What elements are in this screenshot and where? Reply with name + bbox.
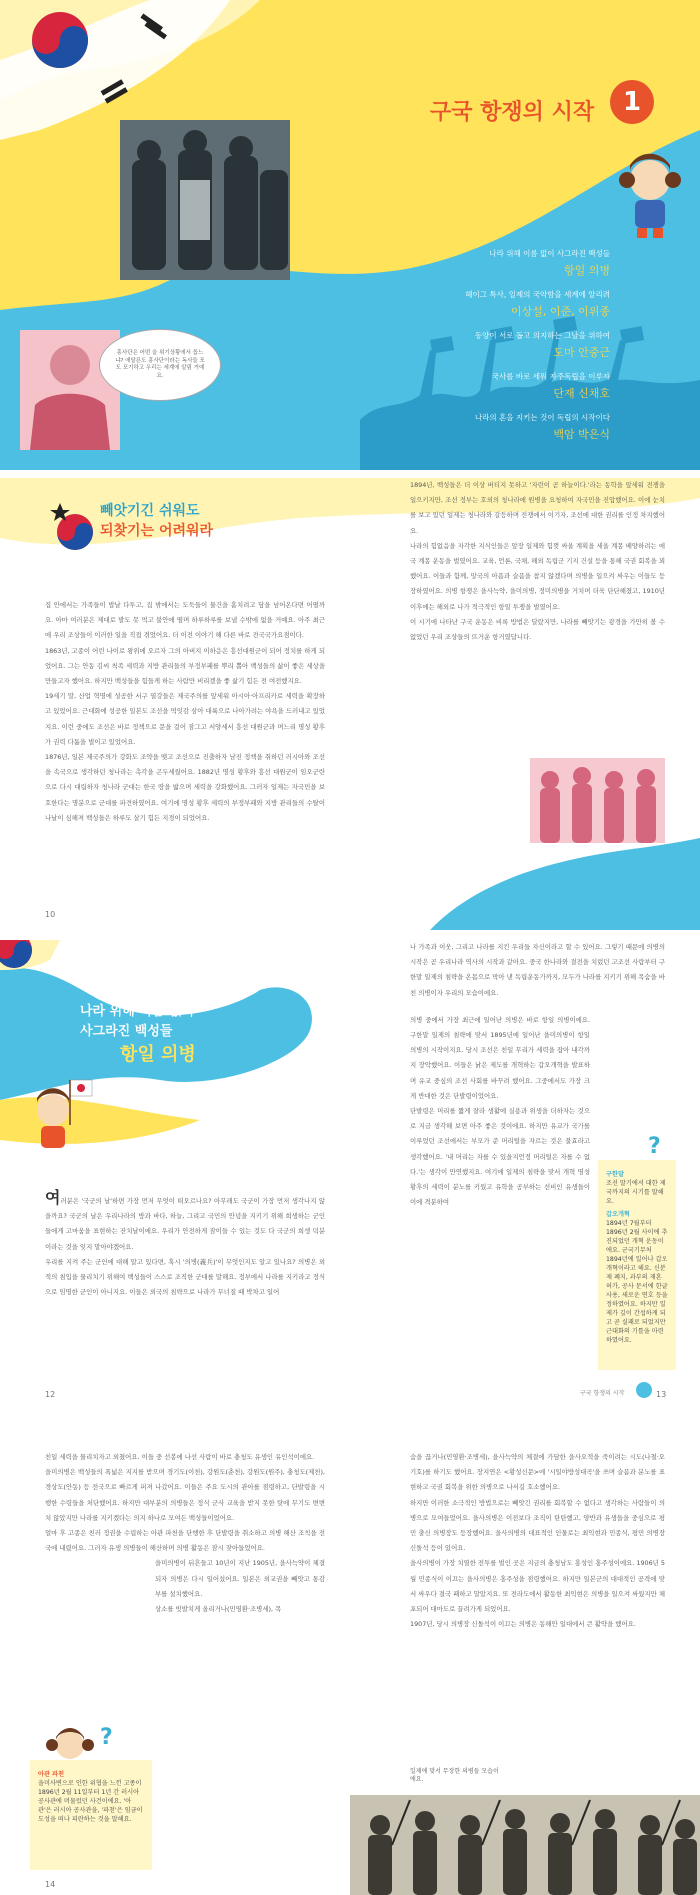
paragraph: 단발령은 머리를 짧게 잘라 생활에 실용과 위생을 더하자는 것으로 지금 생각해 보면 아주 좋은 것이에요. 하지만 유교가 국가를 이루었던 조선에서는 부모가 준 머리털을 자르는 것은 불효라고 생각했어요. '내 머리는 자를 수 있을지언정 머리털은 자를 수 없다.'는 생각이 만연했지요. 여기에 일제의 침략을 맞서 개혁 명성 황후의 세력이 분노를 키웠고 유학을 공부하는 선비인 유생들이 이에 격분하여 (410, 1107, 590, 1207)
chapter-title: 구국 항쟁의 시작 (430, 100, 595, 125)
uibyeong-heading-line2: 사그라진 백성들 (80, 1024, 173, 1039)
taegeuk-corner-icon (0, 940, 50, 970)
note-body-1: 조선 말기에서 대한 제국까지의 시기를 말해요. (606, 1180, 666, 1205)
page-number-right: 13 (656, 1390, 667, 1399)
eulmi-right-column (410, 1450, 665, 1632)
paragraph: 을사의병이 가장 치열한 전투를 벌인 곳은 지금의 충청남도 홍성인 홍주성이에요. 1906년 5월 민종식이 이끄는 을사의병은 홍주성을 점령했어요. 하지만 일본군의 대대적인 공격에 맞서 싸우다 결국 패하고 말았지요. 또 전라도에서 활동한 최익현은 의병을 일으켜 싸웠지만 체포되어 대마도로 끌려가게 되었어요. (410, 1559, 665, 1614)
footer-label: 구국 항쟁의 시작 (580, 1390, 625, 1397)
paragraph: 하지만 이러한 소극적인 방법으로는 빼앗긴 권리를 회복할 수 없다고 생각하는 사람들이 의병으로 모여들었어요. 을사의병은 이전보다 조직이 탄탄했고, 양반과 유생들을 중심으로 평민 출신 의병장도 등장했어요. 을사의병의 대표적인 인물로는 최익현과 민종식, 평민 의병장 신돌석 등이 있어요. (410, 1498, 665, 1553)
paragraph: 친일 세력을 물리치자고 외쳤어요. 이들 중 선봉에 나선 사람이 바로 충청도 유생인 유인석이에요. (45, 1453, 315, 1461)
paragraph: 우리를 지켜 주는 군인에 대해 알고 있다면, 혹시 '의병(義兵)'이 무엇인지도 알고 있나요? 의병은 외적의 침입을 물리치기 위해여 백성들이 스스로 조직한 군대를 말해요. 정부에서 나라를 지키라고 정식으로 임명한 군인이 아니지요. 이들은 외국의 침략으로 나라가 무너질 때 박차고 일어 (45, 1257, 325, 1297)
opener-portrait-photo (20, 330, 120, 450)
cartoon-girl-illustration (615, 150, 685, 240)
toc-title-2[interactable]: 이상설, 이준, 이위종 (511, 305, 610, 318)
paragraph: 나라의 힘없음을 자각한 지식인들은 앞장 일제와 힘껏 싸울 계획을 세울 계몽 배양하려는 애국 계몽 운동을 벌였어요. 교육, 언론, 국채, 해외 독립군 기지 건설 등을 통해 국권 회복을 꾀했어요. 이들과 함께, 망국의 아픔과 슬픔을 참지 않겠다며 의병을 일으켜 싸우는 이들도 등장하였어요. 의병 항쟁은 을사늑약, 을미의병, 정미의병을 거치며 더욱 단단해졌고, 1910년 이후에는 해외로 나가 적극적인 항일 투쟁을 벌였어요. (410, 541, 665, 611)
uibyeong-spread (0, 940, 700, 1410)
note-title-2: 갑오개혁 (606, 1211, 630, 1218)
running-footer (580, 1388, 624, 1397)
intro-right-column (410, 478, 665, 645)
cartoon-girl-icon (40, 1725, 100, 1765)
note-title: 아관 파천 (38, 1771, 65, 1778)
paragraph: 1863년, 고종이 어린 나이로 왕위에 오르자 그의 아버지 이하응은 흥선대원군이 되어 정치를 하게 되었어요. 그는 안동 김씨 척족 세력과 지방 관리들의 부정부패를 뿌리 뽑아 백성들의 삶이 좋은 세상을 만들고자 했어요. 하지만 백성들을 힘들게 하는 사람만 비리겠을 좋 삶기 힘든 전 여전했지요. (45, 646, 325, 686)
intro-pink-photo (530, 758, 665, 843)
question-mark-icon: ? (648, 1134, 661, 1159)
gwanpa-note-box (30, 1760, 152, 1870)
toc-line-4: 국사를 바로 세워 자주독립을 이루자 (491, 372, 610, 381)
question-mark-icon: ? (100, 1725, 113, 1750)
photo-caption: 일제에 맞서 무장한 의병들 모습이에요. (410, 1768, 499, 1783)
intro-heading-line2: 되찾기는 어려워라 (100, 523, 214, 539)
paragraph: 나 가족과 이웃, 그리고 나라를 지킨 우리들 자신이라고 할 수 있어요. 그렇기 때문에 의병의 시작은 곧 우리나라 역사의 시작과 같아요. 중국 한나라와 결전을 치렀던 고조선 사람부터 구한말 일제의 침략을 온몸으로 막아 낸 독립운동가까지, 모두가 나라를 지키기 위해 목숨을 바친 의병이자 우리의 모습이에요. (410, 943, 665, 997)
paragraph: 집 안에서는 가족들이 밥날 다투고, 집 밖에서는 도둑들이 물건을 훔치려고 담을 넘어온다면 어떨까요. 아마 여러분은 제대로 발도 못 먹고 불안에 떨며 하루하루를 보낼 수밖에 없을 거예요. 아주 최근에 우리 조상들이 이러한 일을 직접 겪었어요. 더 이전 이야기 해 다른 바로 전국국가요점이다. (45, 601, 325, 640)
intro-spread (0, 478, 700, 930)
chapter-opener-spread (0, 0, 700, 470)
paragraph: 이 시기에 나타난 구국 운동은 비록 방법은 달랐지만, 나라를 빼앗기는 광경을 가만히 볼 수 없었던 우리 조상들의 뜨거운 항거였답니다. (410, 617, 665, 642)
paragraph: 얼마 후 고종은 친러 정권을 수립하는 아관 파천을 단행한 후 단발령을 취소하고 의병 해산 조칙을 전국에 내렸어요. 그러자 유생 의병들이 해산하며 의병 활동은 잠시 잦아들었어요. (45, 1529, 325, 1553)
toc-title-4[interactable]: 단재 신채호 (553, 387, 610, 400)
drop-cap: 여 (45, 1188, 61, 1207)
child-with-flag-illustration (25, 1070, 95, 1150)
footer-badge-icon (636, 1382, 652, 1398)
toc-title-3[interactable]: 도마 안중근 (553, 346, 610, 359)
page-number-left: 10 (45, 910, 56, 919)
note-body: 을미사변으로 인한 위협을 느낀 고종이 1896년 2월 11일부터 1년 간 러시아 공사관에 머물렀던 사건이에요. '아관'은 러시아 공사관을, '파천'은 임금이 도성을 떠나 피란하는 것을 말해요. (38, 1780, 143, 1823)
taegeuk-badge-icon (45, 498, 105, 558)
uibyeong-heading-line1: 나라 위해 이름 없이 (80, 1004, 195, 1019)
paragraph: 19세기 말, 산업 혁명에 성공한 서구 열강들은 제국주의를 앞세워 아시아·아프리카로 세력을 확장하고 있었어요. 근대화에 성공한 일본도 조선을 먹잇감 삼아 대륙으로 나아가려는 야욕을 드러내고 있었지요. 이런 중에도 조선은 바로 정책으로 문을 걸어 잠그고 서양세서 흥선 대원군과 며느리 명성 황후가 권력 다툼을 벌이고 있었어요. (45, 692, 325, 746)
paragraph: 의병 중에서 가장 최근에 일어난 의병은 바로 항일 의병이에요. 구한말 일제의 침략에 맞서 1895년에 일어난 을미의병이 항일 의병의 시작이지요. 당시 조선은 친일 무리가 세력을 잡아 내각까지 장악했어요. 이들은 낡은 제도를 개혁하는 갑오개혁을 발표하며 유교 중심의 조선 사회를 바꾸려 했어요. 그중에서도 가장 크게 반대한 것은 단발령이었어요. (410, 1015, 590, 1100)
chapter-number-badge (610, 80, 654, 124)
glossary-note-box (598, 1134, 676, 1370)
toc-title-1[interactable]: 항일 의병 (563, 264, 610, 277)
toc-title-5[interactable]: 백암 박은식 (553, 428, 610, 441)
speech-bubble-text: 흥사단은 어떤 을 위기상황에서 돕느냐? 애달픈도 흥사단이라는 독사들 포도 포기하고 우리는 세계에 알림 거예요. (115, 350, 205, 379)
paragraph: 1876년, 일본 제국주의가 강화도 조약을 맺고 조선으로 진출하자 남진 정책을 취하던 러시아와 조선을 속국으로 생각하던 청나라는 촉각을 곤두세웠어요. 1882년 명성 황후와 흥선 대원군이 임오군란으로 다시 대립하자 청나라 군대는 한국 땅을 밟으며 세력을 강화했어요. 그러자 일제는 자국민을 보호한다는 명분으로 군대를 파견하였어요. 여기에 명성 황후 세력의 부정부패와 지방 관리들의 수탈이 나날이 심해져 백성들은 하루도 살기 힘든 지경이 되었어요. (45, 753, 325, 822)
toc-line-1: 나라 위해 이름 없이 사그라진 백성들 (489, 249, 610, 258)
opener-historical-photo (120, 120, 290, 280)
paragraph: 러분은 '국군의 날'하면 가장 먼저 무엇이 떠오르나요? 아무래도 국군이 가장 먼저 생각나지 않을까요? 국군의 날은 우리나라의 방과 바다, 하늘, 그리고 국민의 안녕을 지키기 위해 희생하는 군인들에게 고마움을 표현하는 잔치날이에요. 우리가 안전하게 잠이들 수 있는 것도 다 국군의 희생 덕분이라는 것을 잊지 말아야겠어요. (45, 1197, 325, 1251)
paragraph: 1907년, 당시 의병장 신돌석이 이끄는 의병은 동해안 일대에서 큰 활약을 했어요. (410, 1620, 636, 1629)
toc-line-2: 헤이그 특사, 일제의 국악함을 세계에 알리려 (465, 290, 610, 299)
uibyeong-group-photo (350, 1795, 700, 1895)
opener-speech-bubble (100, 330, 220, 400)
toc-line-5: 나라의 혼을 지키는 것이 독립의 시작이다 (474, 413, 610, 422)
intro-left-column (45, 598, 325, 826)
note-title-1: 구한말 (606, 1171, 624, 1178)
paragraph: 을미의병이 뒤흔들고 10년이 지난 1905년, 을사늑약이 체결되자 의병은 다시 일어섰어요. 일본은 외교권을 빼앗고 통감부를 설치했어요. (155, 1559, 325, 1598)
toc-line-3: 동양이 서로 돕고 의지하는 그날을 위하여 (474, 331, 610, 340)
chapter-number: 1 (622, 87, 642, 117)
paragraph: 숨을 끊거나(민영환·조병세), 을사늑약의 체결에 가담한 을사오적을 죽이려는 시도(나철·오기호)를 하기도 했어요. 장지연은 <황성신문>에 '시일야방성대곡'을 쓰며 슬픔과 분노를 표현하고 국권 회복을 위한 의병으로 나서길 호소했어요. (410, 1453, 665, 1492)
page-number-left: 14 (45, 1880, 56, 1889)
eulmi-spread (0, 1420, 700, 1895)
uibyeong-heading-line3: 항일 의병 (120, 1044, 196, 1065)
uibyeong-left-column (45, 1190, 325, 1300)
paragraph: 을미의병은 백성들의 폭넓은 지지를 받으며 경기도(이천), 강원도(춘천), 강원도(원주), 충청도(제천), 경상도(안동) 등 전국으로 빠르게 퍼져 나갔어요. 이들은 주요 도시의 관아를 점령하고, 단발령을 시행한 수령들을 처단했어요. 하지만 대부분의 의병들은 정식 군사 교육을 받지 못한 탓에 무기도 변변치 않았지만 나라를 지키겠다는 의지 하나로 모여든 백성들이었어요. (45, 1468, 325, 1522)
intro-heading-line1: 빼앗기긴 쉬워도 (100, 503, 200, 519)
paragraph: 상소를 빗발치게 올리거나(민영환·조병세), 목 (155, 1605, 282, 1614)
paragraph: 1894년, 백성들은 더 이상 버티지 못하고 '자린이 곧 하늘이다.'라는 동학을 앞세워 전쟁을 일으키지만, 조선 정부는 호외의 청나라에 원병을 요청하여 자국민을 진압했어요. 이에 눈치를 보고 있던 일제는 청나라와 갈등하며 전쟁에서 이기자, 조선에 대한 권리를 인정 차지했어요. (410, 481, 665, 535)
eulmi-left-column (45, 1450, 325, 1617)
note-body-2: 1894년 7월부터 1896년 2월 사이에 추진되었던 개혁 운동이에요. 군국기무처 1894년에 일어나 갑오개혁이라고 해요. 신분제 폐지, 과부의 재혼 허가, 공사 문서에 한글 사용, 새로운 연호 등을 정하였어요. 하지만 일제가 깊이 간섭하게 되고 곧 실패로 되었지만 근대화의 기틀을 마련하였어요. (606, 1220, 668, 1344)
page-number-left: 12 (45, 1390, 56, 1399)
